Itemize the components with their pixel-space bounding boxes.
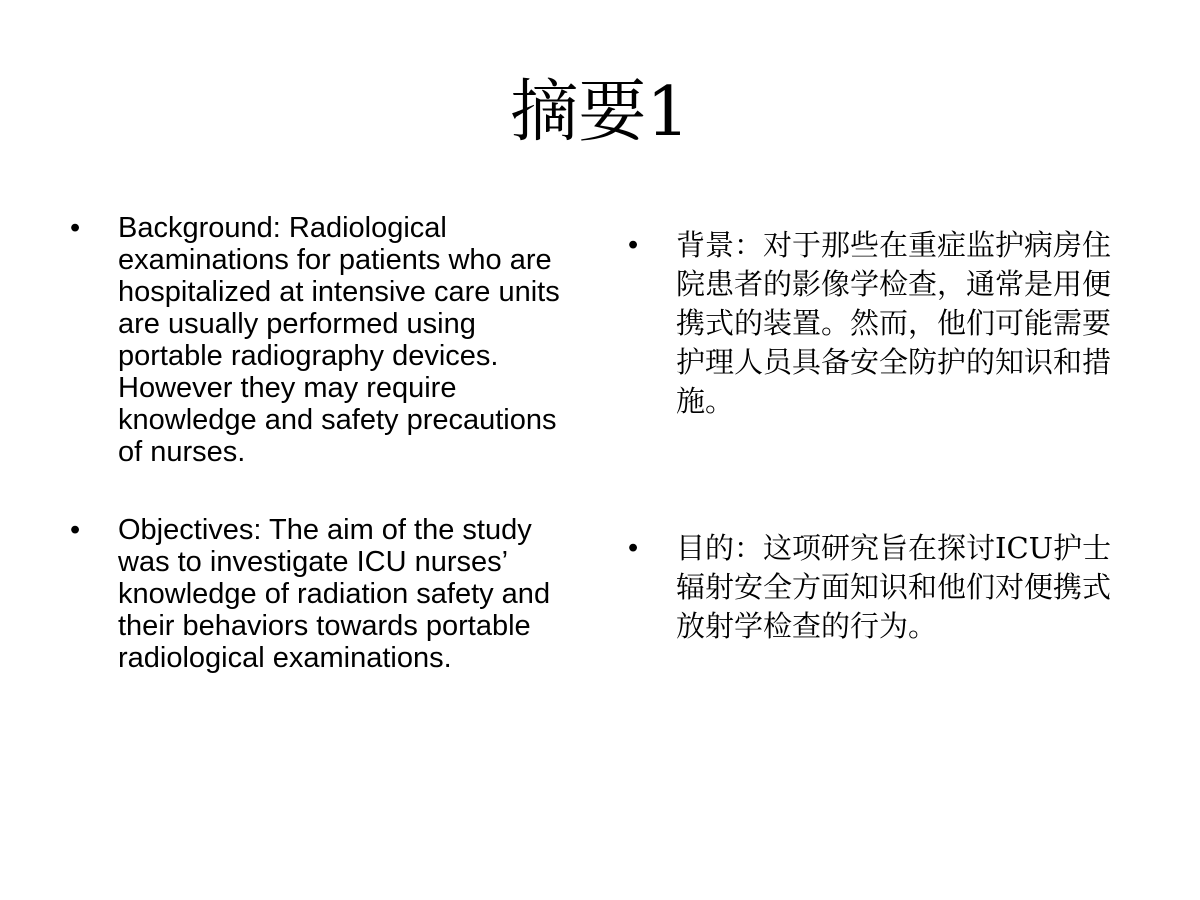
bullet-icon: • [628,532,639,564]
chinese-bullet-list [628,226,1133,646]
english-bullet-list [70,212,570,674]
bullet-icon: • [70,514,81,546]
list-item-background-en [70,212,570,468]
slide-title: 摘要1 [510,73,690,152]
objectives-text-en: Objectives: The aim of the study was to investigate ICU nurses’ knowledge of radiation safety and their behaviors towards portable radiological examinations. [118,514,551,674]
background-text-en: Background: Radiological examinations for patients who are hospitalized at intensive care units are usually performed using portable radiography devices. However they may require knowledge and safety precautions of nurses. [118,212,560,468]
background-text-zh: 背景：对于那些在重症监护病房住院患者的影像学检查，通常是用便携式的装置。然而，他们可能需要护理人员具备安全防护的知识和措施。 [676,228,1112,418]
list-item-background-zh [628,226,1133,421]
bullet-icon: • [70,212,81,244]
objectives-text-zh: 目的：这项研究旨在探讨ICU护士辐射安全方面知识和他们对便携式放射学检查的行为。 [676,531,1112,643]
list-item-objectives-en [70,514,570,674]
bullet-icon: • [628,229,639,261]
list-item-objectives-zh [628,529,1133,646]
